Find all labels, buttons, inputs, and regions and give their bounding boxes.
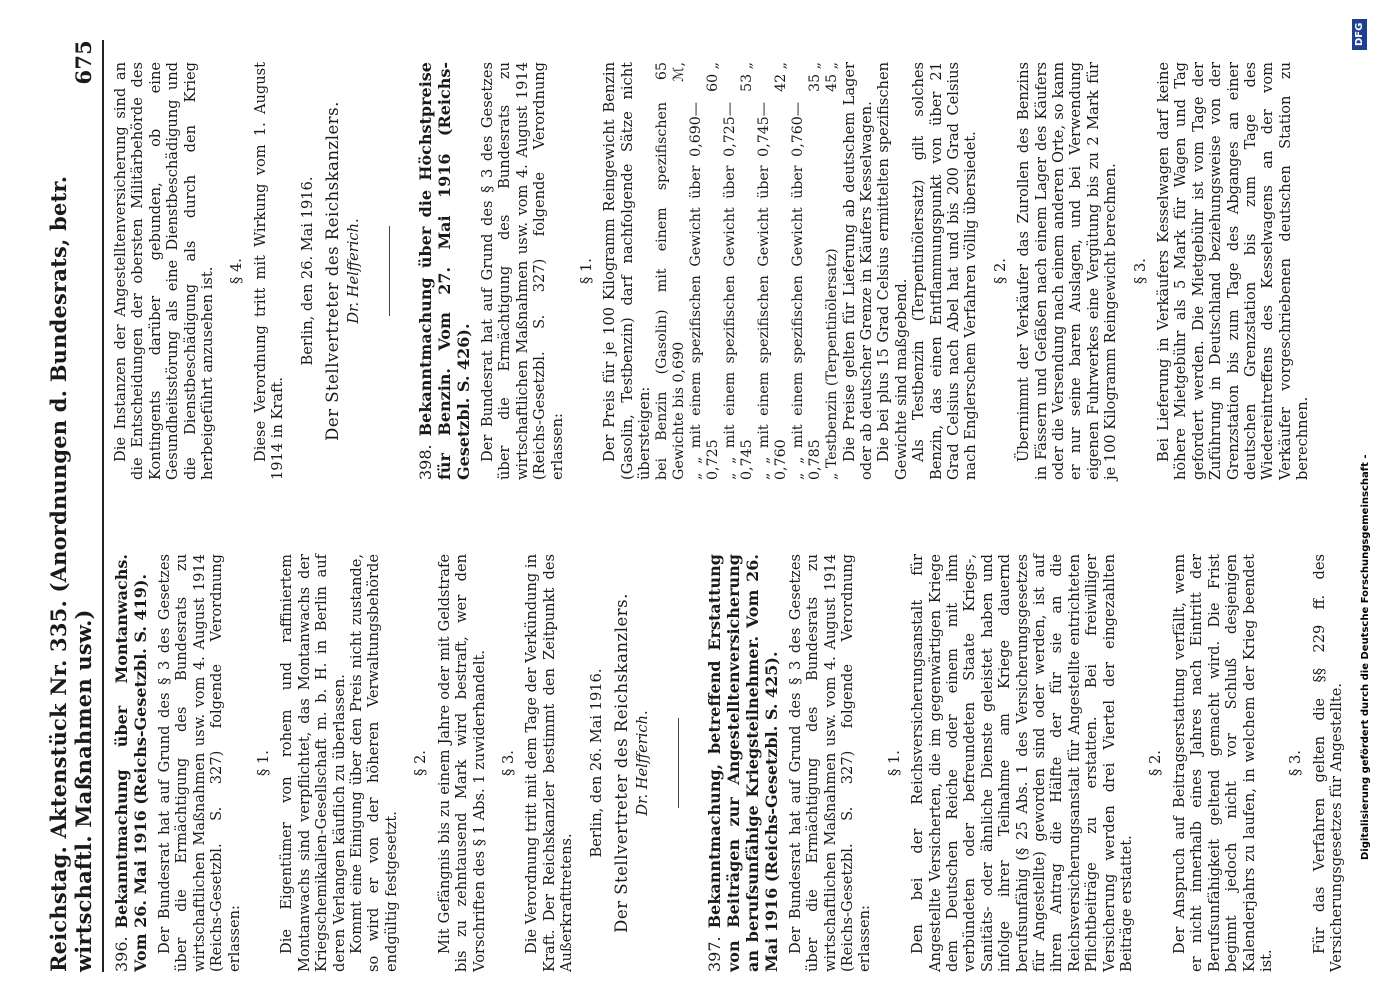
paragraph: Der Preis für je 100 Kilogramm Reingewicht Benzin (Gasolin, Testbenzin) darf nachfolgende Sätze nicht übersteigen: (601, 62, 654, 480)
price-value: 42 „ (772, 62, 789, 92)
section-heading: § 1. (577, 258, 595, 284)
price-label: „ „ mit einem spezifischen Gewicht über 0,760—0,785 (789, 102, 823, 480)
date-line: Berlin, den 26. Mai 1916. (298, 176, 316, 366)
item-398-title (416, 62, 473, 480)
paragraph: Die Instanzen der Angestelltenversicherung sind an die Entscheidungen der obersten Militärbehörde des Kontingents darüber gebunden, ob eine Gesundheitsstörung als eine Dienstbeschädigung und die Dienstbeschädigung als durch den Krieg herbeigeführt anzusehen ist. (112, 62, 217, 480)
paragraph: Diese Verordnung tritt mit Wirkung vom 1. August 1914 in Kraft. (251, 62, 287, 480)
column-right (112, 62, 1312, 480)
section-heading: § 4. (228, 258, 246, 284)
price-label: „ „ mit einem spezifischen Gewicht über 0,690—0,725 (687, 102, 721, 480)
price-label: „ „ mit einem spezifischen Gewicht über 0,725—0,745 (721, 102, 755, 480)
page-number: 675 (71, 40, 96, 85)
paragraph: Mit Gefängnis bis zu einem Jahre oder mit Geldstrafe bis zu zehntausend Mark wird bestraft, wer den Vorschriften des § 1 Abs. 1 zuwiderhandelt. (435, 554, 488, 972)
section-heading: § 3. (1287, 750, 1305, 776)
paragraph: Die Verordnung tritt mit dem Tage der Verkündung in Kraft. Der Reichskanzler bestimmt den Zeitpunkt des Außerkrafttretens. (523, 554, 576, 972)
divider-rule (678, 718, 679, 808)
divider-rule (389, 226, 390, 316)
section-heading: § 2. (1147, 750, 1165, 776)
section-heading: § 2. (991, 258, 1009, 284)
header-title: Reichstag. Aktenstück Nr. 335. (Anordnungen d. Bundesrats, betr. wirtschaftl. Maßnahmen usw.) (46, 175, 96, 972)
item-heading: Bekanntmachung, betreffend Erstattung von Beiträgen zur Angestelltenversicherung an berufsunfähige Kriegsteilnehmer. Vom 26. Mai 1916 (Reichs-Gesetzbl. S. 425). (704, 554, 781, 972)
section-heading: § 3. (499, 750, 517, 776)
price-value: 35 „ (806, 62, 823, 92)
price-row (756, 62, 790, 480)
column-left (112, 554, 1346, 972)
paragraph: Die Eigentümer von rohem und raffiniertem Montanwachs sind verpflichtet, das Montanwachs der Kriegschemikalien-Gesellschaft m. b. H. in Berlin auf deren Verlangen käuflich zu überlassen. (278, 554, 348, 972)
signer-title: Der Stellvertreter des Reichskanzlers. (611, 593, 631, 933)
price-table (654, 62, 841, 480)
paragraph: Den bei der Reichsversicherungsanstalt für Angestellte Versicherten, die im gegenwärtigen Kriege dem Deutschen Reiche oder einem mit ihm verbündeten oder befreundeten Staate Kriegs-, Sanitäts- oder ähnliche Dienste geleistet haben und infolge ihrer Teilnahme am Kriege dauernd berufsunfähig (§ 25 Abs. 1 des Versicherungsgesetzes für Angestellte) geworden sind oder werden, ist auf ihren Antrag die Hälfte der für sie an die Reichsversicherungsanstalt für Angestellte entrichteten Pflichtbeiträge zu erstatten. Bei freiwilliger Versicherung werden drei Viertel der eingezahlten Beiträge erstattet. (909, 554, 1136, 972)
section-heading: § 1. (885, 750, 903, 776)
item-heading: Bekanntmachung über die Höchstpreise für Benzin. Vom 27. Mai 1916 (Reichs-Gesetzbl. S. 426). (415, 62, 473, 480)
paragraph: Für das Verfahren gelten die §§ 229 ff. des Versicherungsgesetzes für Angestellte. (1310, 554, 1346, 972)
paragraph: Die bei plus 15 Grad Celsius ermittelten spezifischen Gewichte sind maßgebend. (875, 62, 910, 480)
paragraph: Als Testbenzin (Terpentinölersatz) gilt solches Benzin, das einen Entflammungspunkt von über 21 Grad Celsius nach Abel hat und bis 200 Grad Celsius nach Englerschem Verfahren völlig übersiedet. (910, 62, 980, 480)
signer-title: Der Stellvertreter des Reichskanzlers. (323, 101, 343, 441)
price-value: 60 „ (704, 62, 721, 92)
price-label: „ „ mit einem spezifischen Gewicht über 0,745—0,760 (755, 102, 789, 480)
item-number: 398. (415, 444, 435, 480)
intro-paragraph: Der Bundesrat hat auf Grund des § 3 des Gesetzes über die Ermächtigung des Bundesrats zu wirtschaftlichen Maßnahmen usw. vom 4. August 1914 (Reichs-Gesetzbl. S. 327) folgende Verordnung erlassen: (478, 62, 566, 480)
item-396-title (112, 554, 150, 972)
signer-name: Dr. Helfferich. (634, 710, 652, 816)
price-value: 53 „ (738, 62, 755, 92)
price-label: „ Testbenzin (Terpentinölersatz) (823, 248, 840, 480)
running-header (46, 40, 104, 972)
dfg-logo: DFG (1352, 19, 1367, 50)
price-label: bei Benzin (Gasolin) mit einem spezifischen Gewichte bis 0,690 (653, 102, 687, 480)
section-heading: § 2. (412, 750, 430, 776)
paragraph: Übernimmt der Verkäufer das Zurollen des Benzins in Fässern und Gefäßen nach einem Lager des Käufers oder die Versendung nach einem anderen Orte, so kann er nur seine baren Auslagen, und bei Verwendung eigenen Fuhrwerkes eine Vergütung bis zu 2 Mark für je 100 Kilogramm Reingewicht berechnen. (1015, 62, 1120, 480)
price-row (824, 62, 841, 480)
section-heading: § 1. (255, 750, 273, 776)
item-397-title (705, 554, 781, 972)
price-row (790, 62, 824, 480)
price-row (688, 62, 722, 480)
paragraph: Die Preise gelten für Lieferung ab deutschem Lager oder ab deutscher Grenze in Käufers Kesselwagen. (840, 62, 875, 480)
section-heading: § 3. (1131, 258, 1149, 284)
item-heading: Bekanntmachung über Montanwachs. Vom 26. Mai 1916 (Reichs-Gesetzbl. S. 419). (112, 554, 150, 972)
paragraph: Kommt eine Einigung über den Preis nicht zustande, so wird er von der höheren Verwaltungsbehörde endgültig festgesetzt. (348, 554, 400, 972)
price-row (654, 62, 688, 480)
intro-paragraph: Der Bundesrat hat auf Grund des § 3 des Gesetzes über die Ermächtigung des Bundesrats zu wirtschaftlichen Maßnahmen usw. vom 4. August 1914 (Reichs-Gesetzbl. S. 327) folgende Verordnung erlassen: (786, 554, 874, 972)
signer-name: Dr. Helfferich. (345, 218, 363, 324)
item-number: 397. (704, 936, 724, 972)
paragraph: Der Anspruch auf Beitragserstattung verfällt, wenn er nicht innerhalb eines Jahres nach Eintritt der Berufsunfähigkeit geltend gemacht wird. Die Frist beginnt jedoch nicht vor Schluß desjenigen Kalenderjahrs zu laufen, in welchem der Krieg beendet ist. (1170, 554, 1275, 972)
price-row (722, 62, 756, 480)
paragraph: Bei Lieferung in Verkäufers Kesselwagen darf keine höhere Mietgebühr als 5 Mark für Wagen und Tag gefordert werden. Die Mietgebühr ist vom Tage der Zuführung in Deutschland beziehungsweise von der Grenzstation bis zum Tage des Abganges an einer deutschen Grenzstation bis zum Tage des Wiedereintreffens des Kesselwagens an der vom Verkäufer vorgeschriebenen deutschen Station zu berechnen. (1155, 62, 1312, 480)
date-line: Berlin, den 26. Mai 1916. (587, 668, 605, 858)
intro-paragraph: Der Bundesrat hat auf Grund des § 3 des Gesetzes über die Ermächtigung des Bundesrats zu wirtschaftlichen Maßnahmen usw. vom 4. August 1914 (Reichs-Gesetzbl. S. 327) folgende Verordnung erlassen: (156, 554, 243, 972)
item-number: 396. (112, 936, 131, 972)
digitization-note: Digitalisierung gefördert durch die Deutsche Forschungsgemeinschaft - (1360, 454, 1371, 860)
price-value: 65 ℳ, (653, 62, 687, 82)
price-value: 45 „ (823, 62, 840, 92)
